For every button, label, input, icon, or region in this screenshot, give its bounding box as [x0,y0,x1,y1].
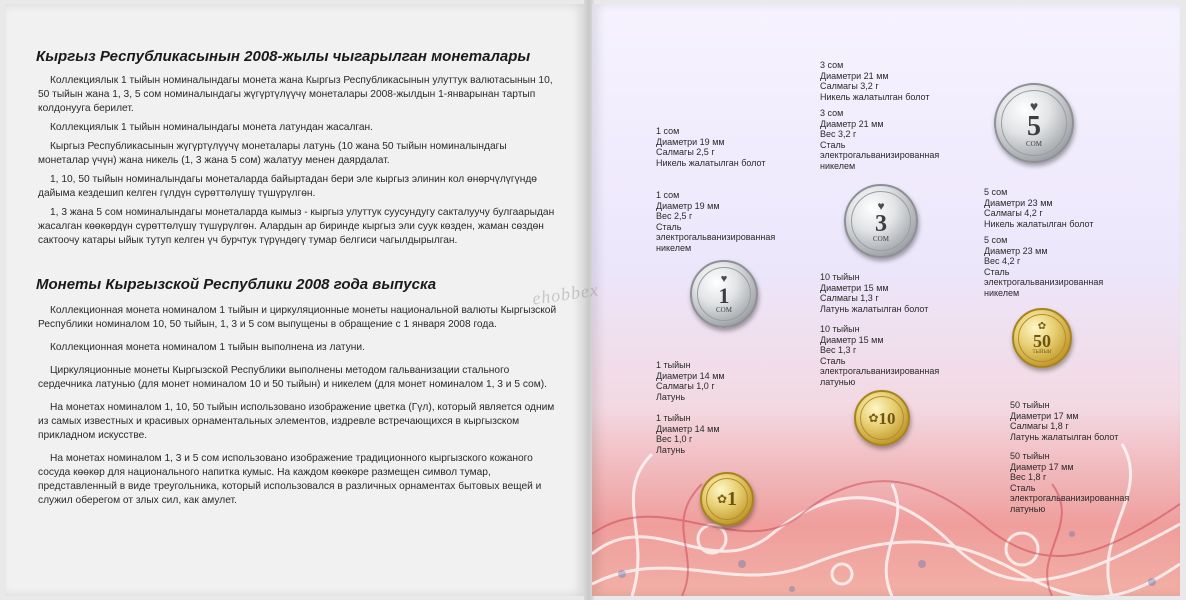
coin-label-5-som-kg: 5 сом Диаметри 23 мм Салмагы 4,2 г Никель жалатылган болот [984,187,1094,229]
kyrgyz-paragraph: 1, 3 жана 5 сом номиналындагы монеталарда кымыз - кыргыз улуттук суусундугу сакталуучу булгаарыдан жасалган көөкөрдүн сүрөттөлүшү түшүрүлгөн. Алардын ар биринде кыргыз эли суук көзден, жаман сөздөн сактоочу катары ыйык тутуп келген үч бурчтук түрүндөгү тумар белгиси чагылдырылган. [38,207,555,246]
coin-1-som [690,260,758,328]
coin-50-tyiyn [1012,308,1072,368]
coin-3-som [844,184,918,258]
coin-label-5-som-ru: 5 сом Диаметр 23 мм Вес 4,2 г Сталь электрогальванизированная никелем [984,235,1104,298]
coin-5-som [994,83,1074,163]
russian-text-block [38,304,558,517]
coin-label-50-tyiyn-kg: 50 тыйын Диаметри 17 мм Салмагы 1,8 г Латунь жалатылган болот [1010,400,1119,442]
coin-10-tyiyn [854,390,910,446]
kyrgyz-paragraph: Коллекциялык 1 тыйын номиналындагы монета латундан жасалган. [50,122,374,133]
left-page [6,4,586,596]
coin-label-1-som-kg: 1 сом Диаметри 19 мм Салмагы 2,5 г Никель жалатылган болот [656,126,766,168]
kookor-vessel-icon: ♥ [1029,97,1039,114]
coin-1-som-denomination: СОМ [716,306,732,314]
coin-1-tyiyn [700,472,754,526]
kyrgyz-section-title: Кыргыз Республикасынын 2008-жылы чыгарылган монеталары [36,48,531,65]
kyrgyz-paragraph: Кыргыз Республикасынын жүгүртүлүүчү монеталары латунь (10 жана 50 тыйын номиналындагы монеталар үчүн) жана никель (1, 3 жана 5 сом) жалатуу менен даярдалат. [38,141,507,166]
coin-label-1-tyiyn-ru: 1 тыйын Диаметр 14 мм Вес 1,0 г Латунь [656,413,720,455]
coin-label-3-som-kg: 3 сом Диаметри 21 мм Салмагы 3,2 г Никель жалатылган болот [820,60,930,102]
coin-3-som-denomination: СОМ [873,234,889,243]
kyrgyz-text-block [38,74,558,253]
coin-50-tyiyn-number: 50 [1033,330,1051,351]
coin-5-som-number: 5 [1027,110,1041,142]
gul-flower-icon: ✿ [716,492,728,506]
watermark-text: ehobbex [530,279,600,309]
coin-10-tyiyn-number: 10 [878,408,896,428]
russian-paragraph: На монетах номиналом 1, 3 и 5 сом использовано изображение традиционного кыргызского кожаного сосуда көөкөр для национального напитка кумыс. На каждом көөкөре размещен символ тумар, представленный в виде треугольника, который использовался в различных орнаментах бытовых вещей и служил оберегом от злых сил, как амулет. [38,453,542,506]
kookor-vessel-icon: ♥ [877,198,885,213]
russian-paragraph: Циркуляционные монеты Кыргызской Республики выполнены методом гальванизации стального сердечника латунью (для монет номиналом 10 и 50 тыйын) и никелем (для монет номиналом 1, 3 и 5 сом). [38,365,547,390]
coin-label-10-tyiyn-kg: 10 тыйын Диаметри 15 мм Салмагы 1,3 г Латунь жалатылган болот [820,272,929,314]
coin-5-som-denomination: СОМ [1026,139,1042,148]
kyrgyz-paragraph: Коллекциялык 1 тыйын номиналындагы монета жана Кыргыз Республикасынын улуттук валютасынын 10, 50 тыйын жана 1, 3, 5 сом номиналындагы жүгүртүлүүчү монеталары 2008-жылдын 1-январынан тартып колдонууга берилет. [38,75,553,114]
kyrgyz-paragraph: 1, 10, 50 тыйын номиналындагы монеталарда байыртадан бери эле кыргыз элинин кол өнөрчүлүгүндө дайыма кездешип келген гүлдүн сүрөттөлүшү түшүрүлгөн. [38,174,537,199]
kookor-vessel-icon: ♥ [720,273,728,285]
coin-label-3-som-ru: 3 сом Диаметр 21 мм Вес 3,2 г Сталь электрогальванизированная никелем [820,108,940,171]
gul-flower-icon: ✿ [1037,320,1047,332]
right-page [592,4,1180,596]
coin-3-som-number: 3 [875,210,887,237]
coin-label-1-som-ru: 1 сом Диаметр 19 мм Вес 2,5 г Сталь электрогальванизированная никелем [656,190,776,253]
coin-label-50-tyiyn-ru: 50 тыйын Диаметр 17 мм Вес 1,8 г Сталь электрогальванизированная латунью [1010,451,1130,514]
russian-section-title: Монеты Кыргызской Республики 2008 года выпуска [36,276,437,293]
russian-paragraph: Коллекционная монета номиналом 1 тыйын и циркуляционные монеты национальной валюты Кыргызской Республики номиналом 10, 50 тыйын, 1, 3 и 5 сом выпущены в обращение с 1 января 2008 года. [38,305,557,330]
russian-paragraph: Коллекционная монета номиналом 1 тыйын выполнена из латуни. [50,342,365,353]
coin-label-10-tyiyn-ru: 10 тыйын Диаметр 15 мм Вес 1,3 г Сталь электрогальванизированная латунью [820,324,940,387]
gul-flower-icon: ✿ [868,411,879,425]
russian-paragraph: На монетах номиналом 1, 10, 50 тыйын использовано изображение цветка (Гүл), который является одним из самых известных и красивых орнаментальных элементов, издревле встречающихся в кыргызском прикладном искусстве. [38,402,555,441]
coin-1-som-number: 1 [718,283,730,308]
coin-50-tyiyn-denomination: ТЫЙЫН [1032,349,1052,355]
coin-1-tyiyn-number: 1 [727,488,738,510]
coin-label-1-tyiyn-kg: 1 тыйын Диаметри 14 мм Салмагы 1,0 г Латунь [656,360,725,402]
